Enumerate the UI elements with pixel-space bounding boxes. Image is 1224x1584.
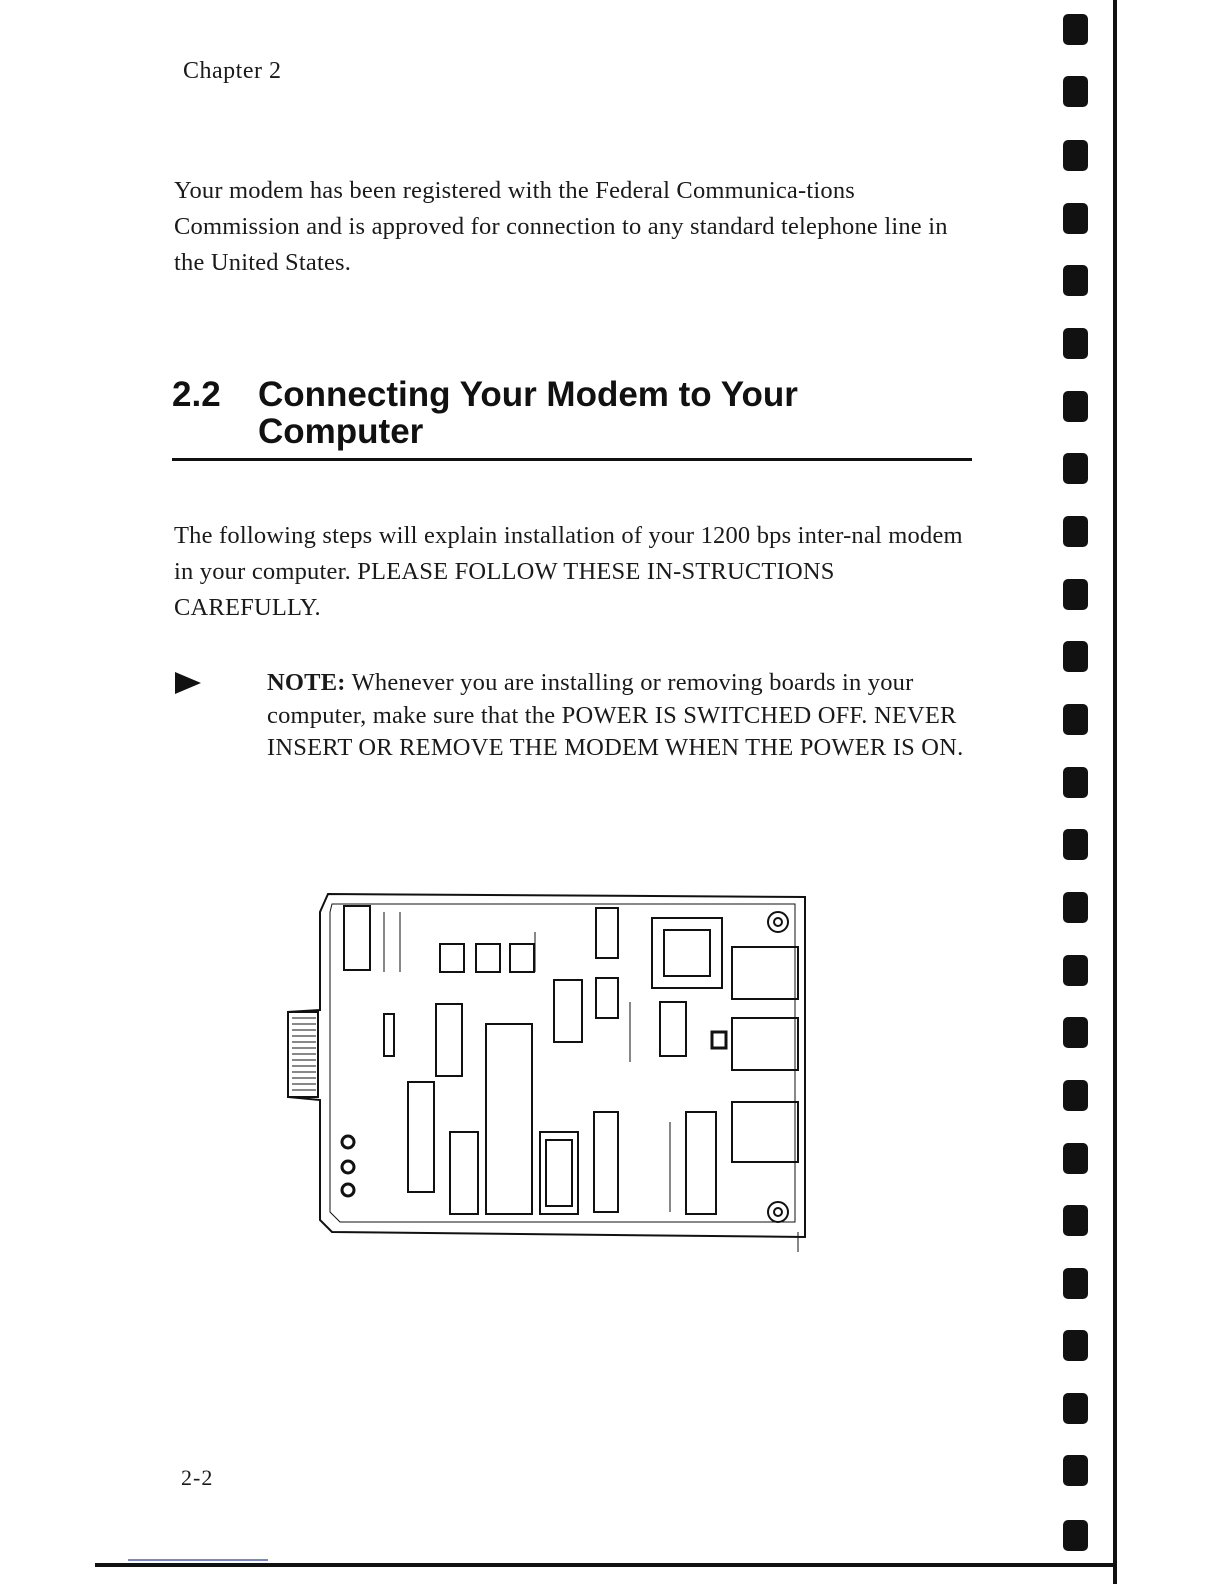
binding-hole bbox=[1063, 1520, 1088, 1551]
binding-hole bbox=[1063, 391, 1088, 422]
intro-paragraph: Your modem has been registered with the Federal Communica-tions Commission and is approved for connection to any standard telephone line in the United States. bbox=[174, 177, 948, 276]
note-label: NOTE: bbox=[267, 669, 346, 696]
binding-hole bbox=[1063, 76, 1088, 107]
binding-hole bbox=[1063, 1393, 1088, 1424]
binding-hole bbox=[1063, 641, 1088, 672]
binding-hole bbox=[1063, 767, 1088, 798]
binding-hole bbox=[1063, 140, 1088, 171]
page-bottom-line bbox=[95, 1563, 1115, 1567]
page-number: 2-2 bbox=[181, 1465, 214, 1490]
binding-hole bbox=[1063, 14, 1088, 45]
scan-accent-line bbox=[128, 1559, 268, 1561]
section-number: 2.2 bbox=[172, 375, 221, 414]
binding-hole bbox=[1063, 829, 1088, 860]
binding-hole bbox=[1063, 1268, 1088, 1299]
binding-hole bbox=[1063, 265, 1088, 296]
triangle-pointer-icon bbox=[175, 672, 201, 699]
page-edge-line bbox=[1113, 0, 1117, 1584]
binding-hole bbox=[1063, 892, 1088, 923]
section-rule bbox=[172, 458, 972, 461]
binding-hole bbox=[1063, 328, 1088, 359]
binding-hole bbox=[1063, 516, 1088, 547]
section-title: Connecting Your Modem to Your Computer bbox=[258, 375, 798, 451]
binding-hole bbox=[1063, 704, 1088, 735]
binding-hole bbox=[1063, 1017, 1088, 1048]
binding-hole bbox=[1063, 203, 1088, 234]
steps-paragraph: The following steps will explain installation of your 1200 bps inter-nal modem in your computer. PLEASE FOLLOW THESE IN-STRUCTIONS CAREFULLY. bbox=[174, 522, 963, 621]
modem-board-figure bbox=[280, 892, 810, 1262]
binding-hole bbox=[1063, 1455, 1088, 1486]
running-head: Chapter 2 bbox=[183, 58, 282, 84]
binding-hole bbox=[1063, 1330, 1088, 1361]
binding-hole bbox=[1063, 1205, 1088, 1236]
binding-hole bbox=[1063, 579, 1088, 610]
binding-hole bbox=[1063, 453, 1088, 484]
binding-hole bbox=[1063, 1080, 1088, 1111]
modem-circuit-board-illustration bbox=[280, 892, 810, 1257]
binding-hole bbox=[1063, 955, 1088, 986]
note-block bbox=[267, 667, 977, 765]
note-text: Whenever you are installing or removing boards in your computer, make sure that the POWER IS SWITCHED OFF. NEVER INSERT OR REMOVE THE MODEM WHEN THE POWER IS ON. bbox=[267, 669, 964, 761]
binding-hole bbox=[1063, 1143, 1088, 1174]
